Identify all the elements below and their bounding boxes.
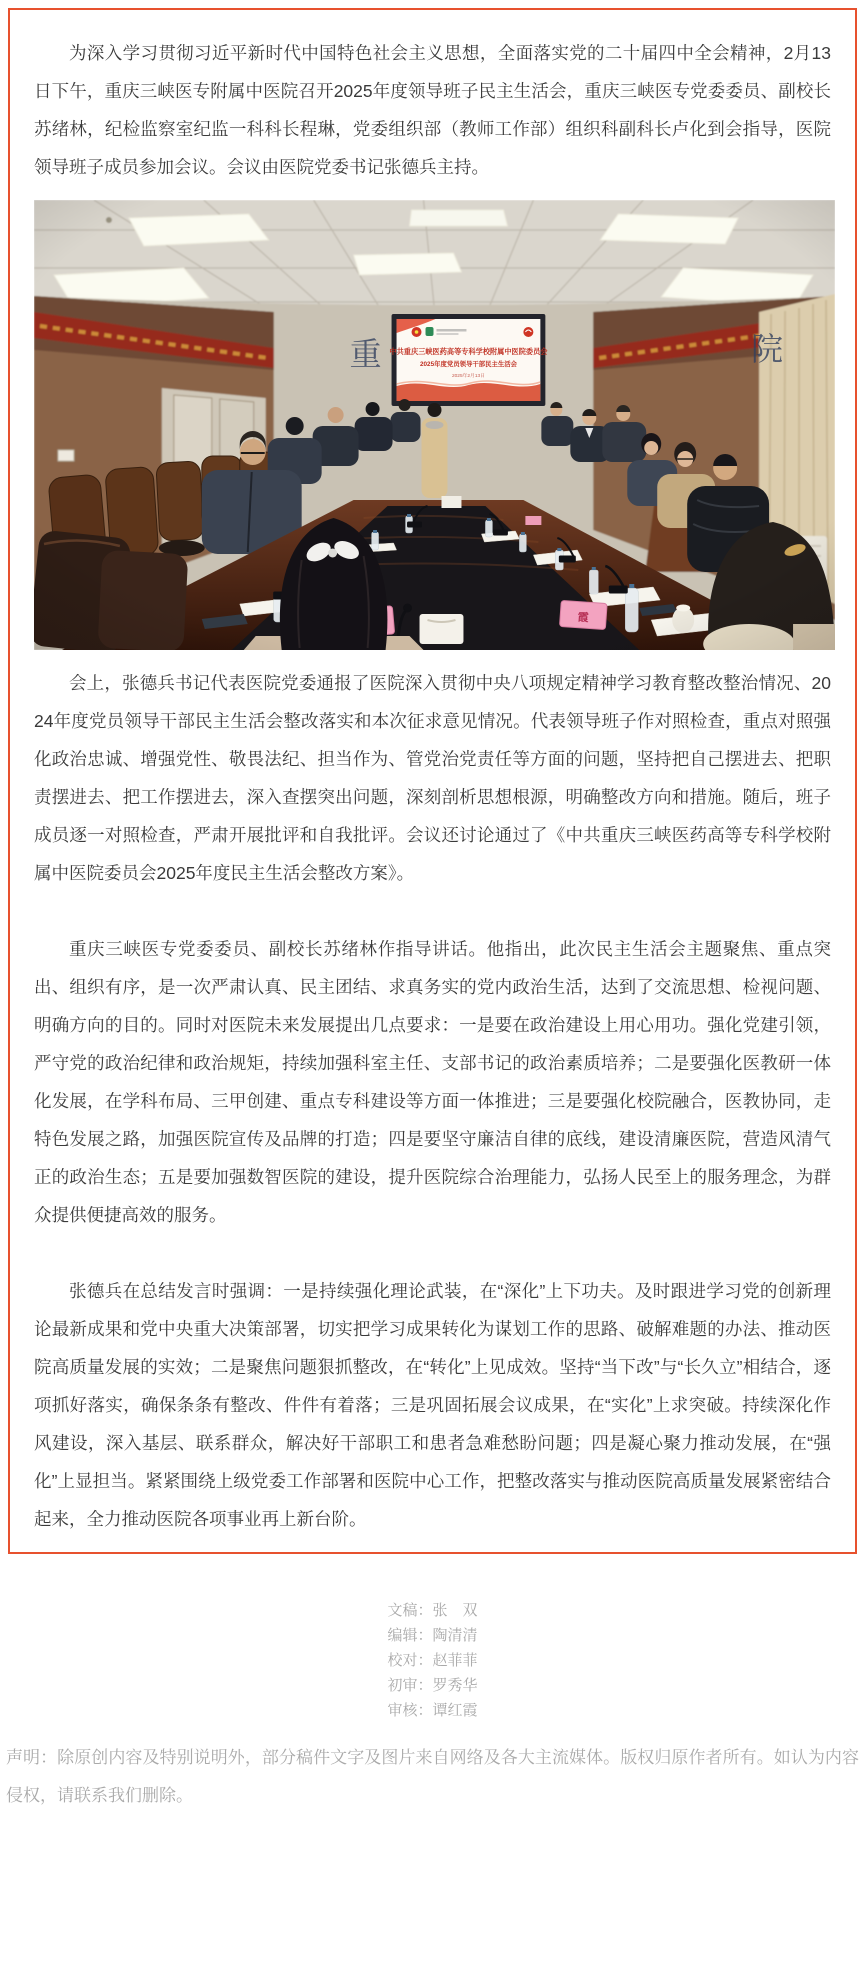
meeting-photo-scene	[34, 200, 835, 650]
paragraph-summary-speech: 张德兵在总结发言时强调：一是持续强化理论武装，在“深化”上下功夫。及时跟进学习党的创新理论最新成果和党中央重大决策部署，切实把学习成果转化为谋划工作的思路、破解难题的办法、推动医院高质量发展的实效；二是聚焦问题狠抓整改，在“转化”上见成效。坚持“当下改”与“长久立”相结合，逐项抓好落实，确保条条有整改、件件有着落；三是巩固拓展会议成果，在“实化”上求突破。持续深化作风建设，深入基层、联系群众，解决好干部职工和患者急难愁盼问题；四是凝心聚力推动发展，在“强化”上显担当。紧紧围绕上级党委工作部署和医院中心工作，把整改落实与推动医院高质量发展紧密结合起来，全力推动医院各项事业再上新台阶。	[34, 1281, 831, 1529]
meeting-photo	[34, 200, 831, 650]
article-content-box	[8, 8, 857, 1554]
credit-line-editor: 编辑：陶清清	[387, 1627, 478, 1644]
paragraph-intro: 为深入学习贯彻习近平新时代中国特色社会主义思想，全面落实党的二十届四中全会精神，2月13日下午，重庆三峡医专附属中医院召开2025年度领导班子民主生活会，重庆三峡医专党委委员、副校长苏绪林，纪检监察室纪监一科科长程琳，党委组织部（教师工作部）组织科副科长卢化到会指导，医院领导班子成员参加会议。会议由医院党委书记张德兵主持。	[34, 43, 831, 177]
paragraph-meeting-report: 会上，张德兵书记代表医院党委通报了医院深入贯彻中央八项规定精神学习教育整改整治情况、2024年度党员领导干部民主生活会整改落实和本次征求意见情况。代表领导班子作对照检查，重点对照强化政治忠诚、增强党性、敬畏法纪、担当作为、管党治党责任等方面的问题，坚持把自己摆进去、把职责摆进去、把工作摆进去，深入查摆突出问题，深刻剖析思想根源，明确整改方向和措施。随后，班子成员逐一对照检查，严肃开展批评和自我批评。会议还讨论通过了《中共重庆三峡医药高等专科学校附属中医院委员会2025年度民主生活会整改方案》。	[34, 673, 831, 883]
credit-line-first-reviewer: 初审：罗秀华	[387, 1677, 478, 1694]
credit-line-final-reviewer: 审核：谭红霞	[387, 1702, 478, 1719]
paragraph-guidance-speech: 重庆三峡医专党委委员、副校长苏绪林作指导讲话。他指出，此次民主生活会主题聚焦、重点突出、组织有序，是一次严肃认真、民主团结、求真务实的党内政治生活，达到了交流思想、检视问题、明确方向的目的。同时对医院未来发展提出几点要求：一是要在政治建设上用心用功。强化党建引领，严守党的政治纪律和政治规矩，持续加强科室主任、支部书记的政治素质培养；二是要强化医教研一体化发展，在学科布局、三甲创建、重点专科建设等方面一体推进；三是要强化校院融合，医教协同，走特色发展之路，加强医院宣传及品牌的打造；四是要坚守廉洁自律的底线，建设清廉医院，营造风清气正的政治生态；五是要加强数智医院的建设，提升医院综合治理能力，弘扬人民至上的服务理念，为群众提供便捷高效的服务。	[34, 939, 831, 1225]
credit-line-author: 文稿：张 双	[387, 1602, 478, 1619]
credits-block	[0, 1598, 865, 1723]
article-page	[0, 8, 865, 1833]
photo-vignette	[34, 200, 835, 650]
disclaimer-text: 声明：除原创内容及特别说明外，部分稿件文字及图片来自网络及各大主流媒体。版权归原作者所有。如认为内容侵权，请联系我们删除。	[6, 1748, 859, 1805]
credit-line-proofreader: 校对：赵菲菲	[387, 1652, 478, 1669]
